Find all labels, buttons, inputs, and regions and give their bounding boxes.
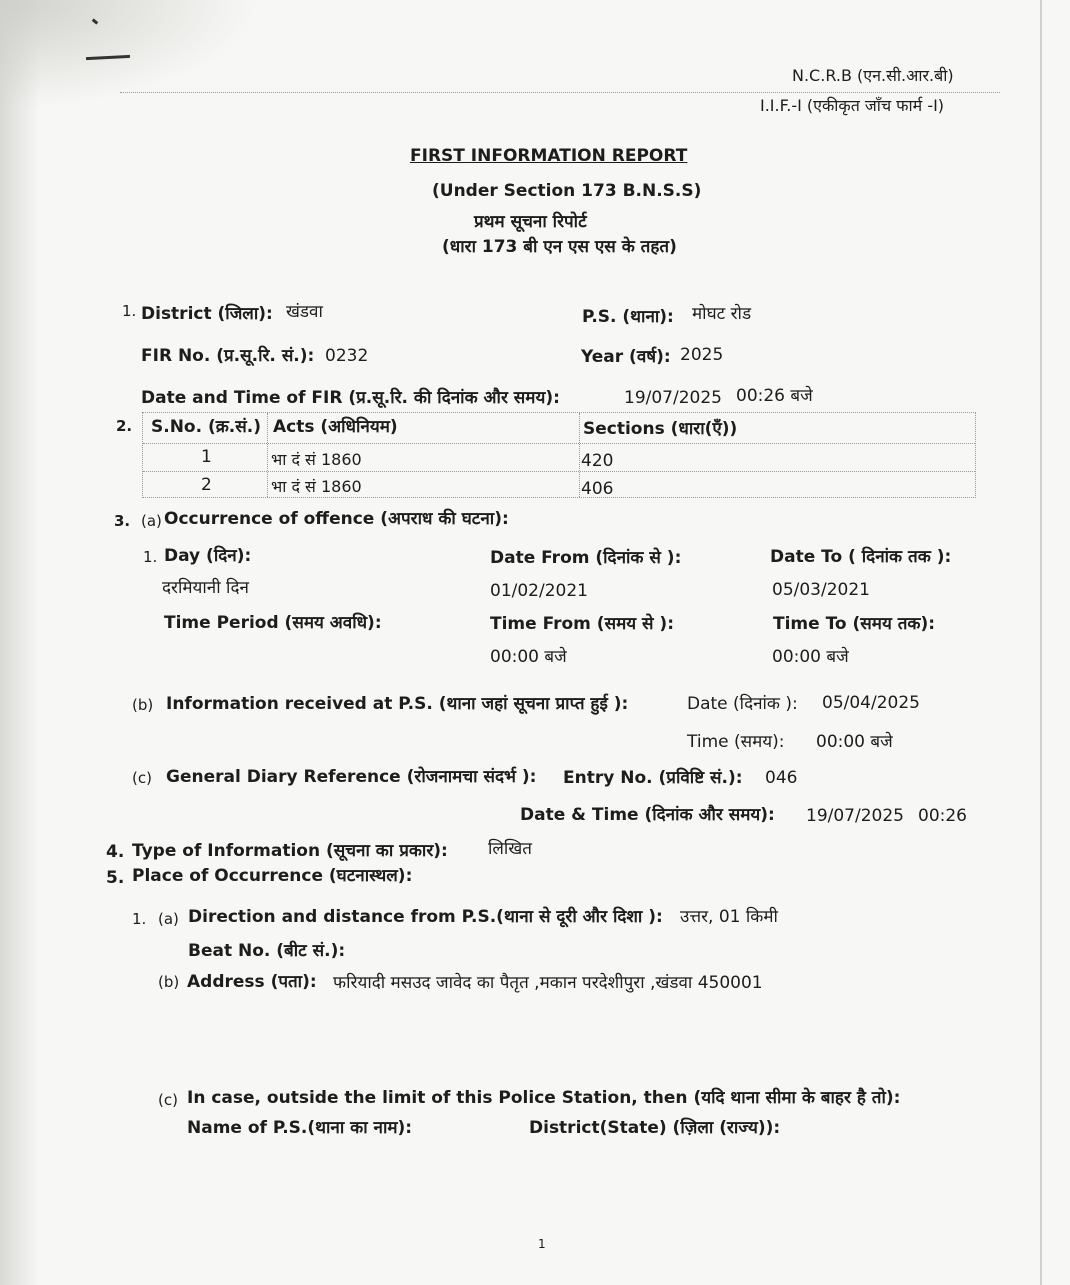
date-to-label: Date To ( दिनांक तक ): (770, 547, 952, 567)
table-cell-sno: 2 (201, 475, 212, 495)
info-type-label: Type of Information (सूचना का प्रकार): (132, 841, 448, 861)
info-received-date-label: Date (दिनांक ): (687, 694, 798, 714)
table-header-sections: Sections (धारा(एँ)) (583, 419, 738, 439)
report-title: FIRST INFORMATION REPORT (410, 146, 688, 166)
date-from-label: Date From (दिनांक से ): (490, 548, 682, 568)
item3-sub-number: 1. (143, 548, 158, 566)
scan-shadow-top (0, 0, 260, 110)
address-value: फरियादी मसउद जावेद का पैतृत ,मकान परदेशीपुरा ,खंडवा 450001 (333, 973, 763, 993)
info-received-time-value: 00:00 बजे (816, 732, 893, 752)
gd-datetime-label: Date & Time (दिनांक और समय): (520, 805, 775, 825)
fir-number-value: 0232 (325, 346, 369, 366)
beat-number-label: Beat No. (बीट सं.): (188, 941, 346, 961)
ps-name-label: Name of P.S.(थाना का नाम): (187, 1118, 413, 1138)
table-cell-section: 420 (581, 451, 614, 471)
item1-number: 1. (122, 302, 137, 320)
item4-number: 4. (106, 842, 125, 862)
table-cell-act: भा दं सं 1860 (271, 477, 362, 496)
ps-value: मोघट रोड (692, 304, 752, 324)
item3b-marker: (b) (132, 696, 154, 714)
report-section: (Under Section 173 B.N.S.S) (432, 181, 702, 201)
year-value: 2025 (680, 345, 724, 365)
gd-time-value: 00:26 (918, 806, 967, 826)
occurrence-title: Occurrence of offence (अपराध की घटना): (164, 509, 509, 529)
item5-sub-number: 1. (132, 910, 147, 928)
table-column-divider (267, 413, 268, 497)
date-to-value: 05/03/2021 (772, 580, 870, 600)
outside-limit-label: In case, outside the limit of this Police Station, then (यदि थाना सीमा के बाहर है तो): (187, 1088, 901, 1108)
item5c-marker: (c) (158, 1091, 178, 1109)
time-to-label: Time To (समय तक): (773, 614, 936, 634)
fir-number-label: FIR No. (प्र.सू.रि. सं.): (141, 346, 315, 366)
info-received-date-value: 05/04/2025 (822, 693, 920, 713)
table-cell-section: 406 (581, 479, 614, 499)
item3-number: 3. (114, 512, 131, 530)
fir-time-value: 00:26 बजे (736, 386, 813, 406)
item5b-marker: (b) (158, 973, 180, 991)
general-diary-label: General Diary Reference (रोजनामचा संदर्भ ): (166, 767, 537, 787)
info-received-time-label: Time (समय): (687, 732, 785, 752)
direction-distance-label: Direction and distance from P.S.(थाना से दूरी और दिशा ): (188, 907, 663, 927)
item5a-marker: (a) (158, 910, 179, 928)
report-title-hindi: प्रथम सूचना रिपोर्ट (474, 212, 587, 232)
fir-datetime-label: Date and Time of FIR (प्र.सू.रि. की दिनांक और समय): (141, 388, 560, 408)
day-value: दरमियानी दिन (162, 578, 249, 598)
ncrb-label: N.C.R.B (एन.सी.आर.बी) (792, 66, 954, 85)
fir-date-value: 19/07/2025 (624, 388, 722, 408)
page-edge (1040, 0, 1042, 1285)
iif-label: I.I.F.-I (एकीकृत जाँच फार्म -I) (760, 96, 945, 115)
info-type-value: लिखित (488, 839, 532, 859)
district-value: खंडवा (286, 302, 323, 322)
table-column-divider (579, 413, 580, 497)
entry-number-value: 046 (765, 768, 798, 788)
year-label: Year (वर्ष): (581, 347, 671, 367)
acts-sections-table (142, 412, 976, 498)
gd-date-value: 19/07/2025 (806, 806, 904, 826)
table-cell-act: भा दं सं 1860 (271, 450, 362, 469)
entry-number-label: Entry No. (प्रविष्टि सं.): (563, 768, 743, 788)
scan-shadow-left (0, 0, 40, 1285)
page-number: 1 (538, 1237, 546, 1251)
time-period-label: Time Period (समय अवधि): (164, 613, 382, 633)
report-section-hindi: (धारा 173 बी एन एस एस के तहत) (442, 237, 677, 257)
table-header-acts: Acts (अधिनियम) (273, 417, 398, 437)
place-of-occurrence-label: Place of Occurrence (घटनास्थल): (132, 866, 413, 886)
time-from-value: 00:00 बजे (490, 647, 567, 667)
header-divider (120, 92, 1000, 93)
table-header-sno: S.No. (क्र.सं.) (151, 417, 261, 437)
district-state-label: District(State) (ज़िला (राज्य)): (529, 1118, 781, 1138)
day-label: Day (दिन): (164, 546, 252, 566)
info-received-label: Information received at P.S. (थाना जहां सूचना प्राप्त हुई ): (166, 694, 629, 714)
district-label: District (जिला): (141, 304, 273, 324)
ps-label: P.S. (थाना): (582, 307, 674, 327)
time-from-label: Time From (समय से ): (490, 614, 674, 634)
time-to-value: 00:00 बजे (772, 647, 849, 667)
item2-number: 2. (116, 417, 133, 435)
direction-distance-value: उत्तर, 01 किमी (680, 907, 778, 927)
address-label: Address (पता): (187, 972, 317, 992)
table-cell-sno: 1 (201, 447, 212, 467)
item3c-marker: (c) (132, 769, 152, 787)
item5-number: 5. (106, 868, 125, 888)
item3a-marker: (a) (141, 512, 162, 530)
date-from-value: 01/02/2021 (490, 581, 588, 601)
